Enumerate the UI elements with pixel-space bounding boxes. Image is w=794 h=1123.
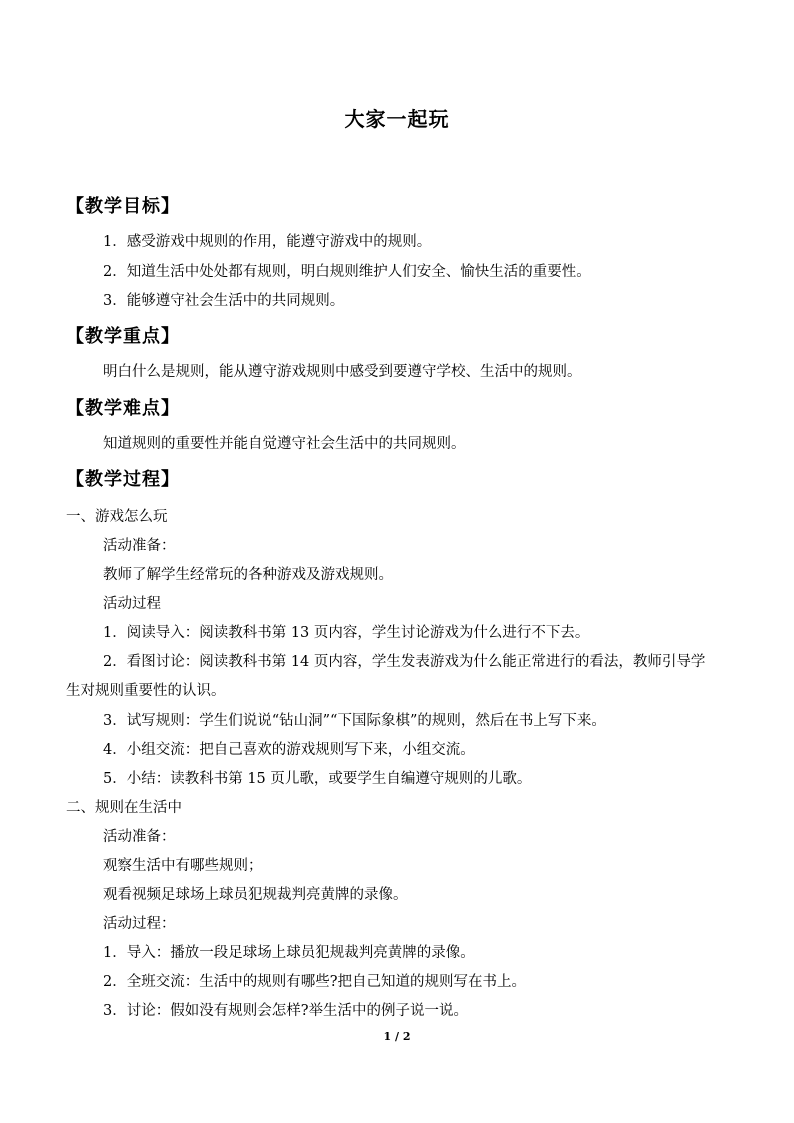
- activity-prep-item: 观察生活中有哪些规则；: [103, 858, 263, 874]
- heading-objectives: 【教学目标】: [66, 196, 180, 217]
- document-title: 大家一起玩: [344, 107, 450, 131]
- difficulties-text: 知道规则的重要性并能自觉遵守社会生活中的共同规则。: [103, 436, 466, 452]
- process-step: 3．试写规则：学生们说说“钻山洞”“下国际象棋”的规则，然后在书上写下来。: [103, 713, 606, 729]
- heading-key-points: 【教学重点】: [66, 326, 180, 347]
- process-step: 1．阅读导入：阅读教科书第 13 页内容，学生讨论游戏为什么进行不下去。: [103, 625, 590, 641]
- section-title: 二、规则在生活中: [66, 800, 182, 816]
- key-points-text: 明白什么是规则，能从遵守游戏规则中感受到要遵守学校、生活中的规则。: [103, 364, 582, 380]
- objective-item: 3．能够遵守社会生活中的共同规则。: [103, 293, 345, 309]
- process-step: 5．小结：读教科书第 15 页儿歌，或要学生自编遵守规则的儿歌。: [103, 771, 532, 787]
- process-step: 1．导入：播放一段足球场上球员犯规裁判亮黄牌的录像。: [103, 945, 475, 961]
- objective-item: 2．知道生活中处处都有规则，明白规则维护人们安全、愉快生活的重要性。: [103, 264, 591, 280]
- heading-difficulties: 【教学难点】: [66, 398, 180, 419]
- process-step: 2．看图讨论：阅读教科书第 14 页内容，学生发表游戏为什么能正常进行的看法，教师引导学生对规则重要性的认识。: [66, 654, 706, 699]
- objective-item: 1．感受游戏中规则的作用，能遵守游戏中的规则。: [103, 234, 432, 250]
- process-step: 3．讨论：假如没有规则会怎样?举生活中的例子说一说。: [103, 1003, 468, 1019]
- activity-prep-text: 教师了解学生经常玩的各种游戏及游戏规则。: [103, 567, 393, 583]
- page-number: 1 / 2: [383, 1030, 411, 1043]
- process-step: 2．全班交流：生活中的规则有哪些?把自己知道的规则写在书上。: [103, 974, 526, 990]
- process-step: 4．小组交流：把自己喜欢的游戏规则写下来，小组交流。: [103, 742, 475, 758]
- activity-process-label: 活动过程: [103, 596, 161, 612]
- section-title: 一、游戏怎么玩: [66, 509, 168, 525]
- heading-process: 【教学过程】: [66, 469, 180, 490]
- activity-process-label: 活动过程：: [103, 916, 176, 932]
- activity-prep-label: 活动准备：: [103, 829, 176, 845]
- activity-prep-item: 观看视频足球场上球员犯规裁判亮黄牌的录像。: [103, 887, 408, 903]
- activity-prep-label: 活动准备：: [103, 538, 176, 554]
